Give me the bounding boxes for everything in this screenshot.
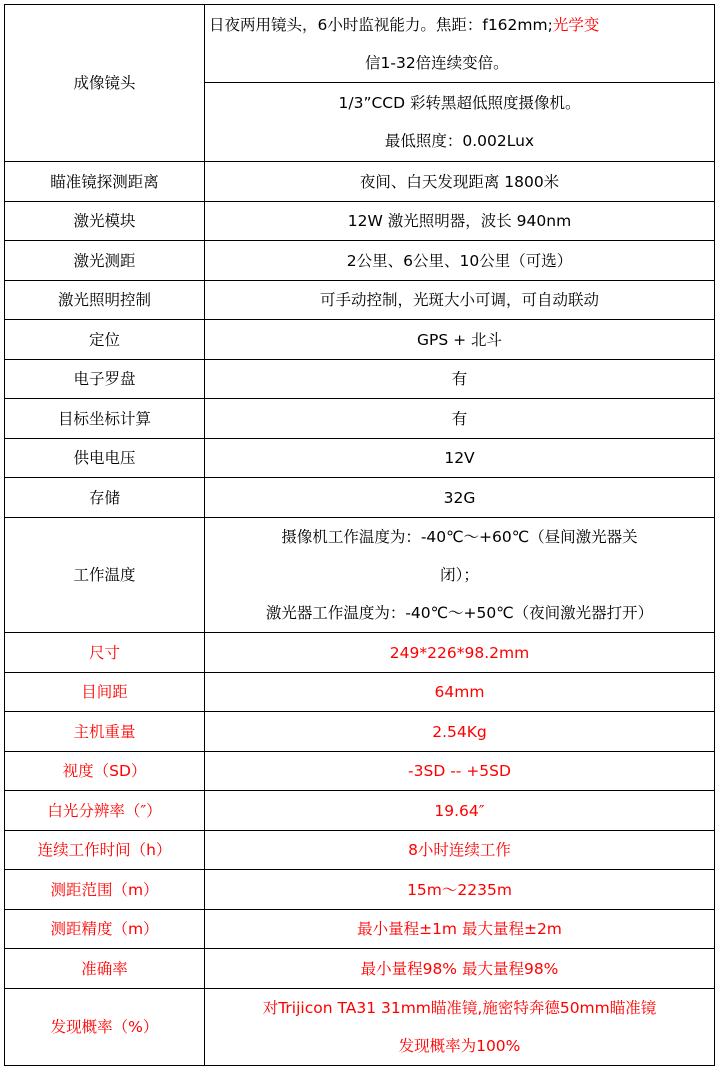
- spec-label: 成像镜头: [5, 5, 205, 162]
- spec-label: 连续工作时间（h）: [5, 831, 205, 870]
- value-line: 摄像机工作温度为：-40℃～+60℃（昼间激光器关: [281, 528, 638, 546]
- spec-value: 最小量程±1m 最大量程±2m: [205, 910, 715, 949]
- spec-label: 工作温度: [5, 518, 205, 633]
- spec-value: -3SD -- +5SD: [205, 752, 715, 791]
- table-row: [5, 752, 715, 791]
- table-row: [5, 791, 715, 831]
- value-line: 信1-32倍连续变倍。: [365, 53, 509, 72]
- table-row: [5, 399, 715, 439]
- table-row: [5, 870, 715, 910]
- table-row: [5, 949, 715, 989]
- spec-value: 可手动控制，光斑大小可调，可自动联动: [205, 281, 715, 320]
- spec-label: 尺寸: [5, 633, 205, 673]
- table-row: [5, 320, 715, 360]
- table-row: [5, 518, 715, 633]
- spec-value: 2.54Kg: [205, 712, 715, 752]
- table-row: [5, 989, 715, 1066]
- spec-value: 12V: [205, 439, 715, 478]
- table-row: [5, 831, 715, 870]
- spec-label: 激光测距: [5, 241, 205, 281]
- spec-value: 12W 激光照明器，波长 940nm: [205, 202, 715, 241]
- table-row: [5, 281, 715, 320]
- spec-value: 8小时连续工作: [205, 831, 715, 870]
- spec-value: GPS + 北斗: [205, 320, 715, 360]
- value-line: 对Trijicon TA31 31mm瞄准镜,施密特奔德50mm瞄准镜: [262, 999, 657, 1017]
- spec-label: 激光模块: [5, 202, 205, 241]
- table-row: [5, 241, 715, 281]
- value-line: 闭）；: [440, 566, 479, 584]
- spec-value: 有: [205, 360, 715, 399]
- value-line: 激光器工作温度为：-40℃～+50℃（夜间激光器打开）: [265, 604, 654, 622]
- spec-label: 目标坐标计算: [5, 399, 205, 439]
- value-line: 日夜两用镜头，6小时监视能力。焦距：f162mm;: [209, 15, 553, 34]
- spec-table: [4, 4, 715, 1066]
- table-row: [5, 712, 715, 752]
- spec-label: 白光分辨率（″）: [5, 791, 205, 831]
- spec-value: 15m～2235m: [205, 870, 715, 910]
- value-line: 最低照度：0.002Lux: [384, 132, 535, 150]
- value-line: 发现概率为100%: [398, 1037, 521, 1055]
- table-row: [5, 633, 715, 673]
- spec-label: 瞄准镜探测距离: [5, 162, 205, 202]
- spec-value: 32G: [205, 478, 715, 518]
- spec-value: 最小量程98% 最大量程98%: [205, 949, 715, 989]
- table-row: [5, 360, 715, 399]
- table-row: [5, 910, 715, 949]
- spec-value: 夜间、白天发现距离 1800米: [205, 162, 715, 202]
- spec-label: 激光照明控制: [5, 281, 205, 320]
- spec-label: 测距精度（m）: [5, 910, 205, 949]
- table-row: [5, 478, 715, 518]
- spec-label: 主机重量: [5, 712, 205, 752]
- spec-value: 19.64″: [205, 791, 715, 831]
- table-row: [5, 202, 715, 241]
- spec-value: [205, 5, 715, 83]
- table-row: [5, 162, 715, 202]
- value-line-highlight: 光学变: [552, 15, 600, 34]
- spec-value: [205, 83, 715, 162]
- spec-label: 定位: [5, 320, 205, 360]
- table-row: [5, 673, 715, 712]
- spec-label: 测距范围（m）: [5, 870, 205, 910]
- spec-label: 供电电压: [5, 439, 205, 478]
- spec-label: 目间距: [5, 673, 205, 712]
- spec-value: [205, 518, 715, 633]
- table-row: [5, 5, 715, 83]
- spec-value: 有: [205, 399, 715, 439]
- spec-value: 2公里、6公里、10公里（可选）: [205, 241, 715, 281]
- spec-label: 电子罗盘: [5, 360, 205, 399]
- spec-label: 视度（SD）: [5, 752, 205, 791]
- value-line: 1/3”CCD 彩转黑超低照度摄像机。: [338, 94, 581, 112]
- table-row: [5, 439, 715, 478]
- spec-value: 249*226*98.2mm: [205, 633, 715, 673]
- spec-label: 存储: [5, 478, 205, 518]
- spec-value: [205, 989, 715, 1066]
- spec-value: 64mm: [205, 673, 715, 712]
- spec-label: 准确率: [5, 949, 205, 989]
- spec-label: 发现概率（%）: [5, 989, 205, 1066]
